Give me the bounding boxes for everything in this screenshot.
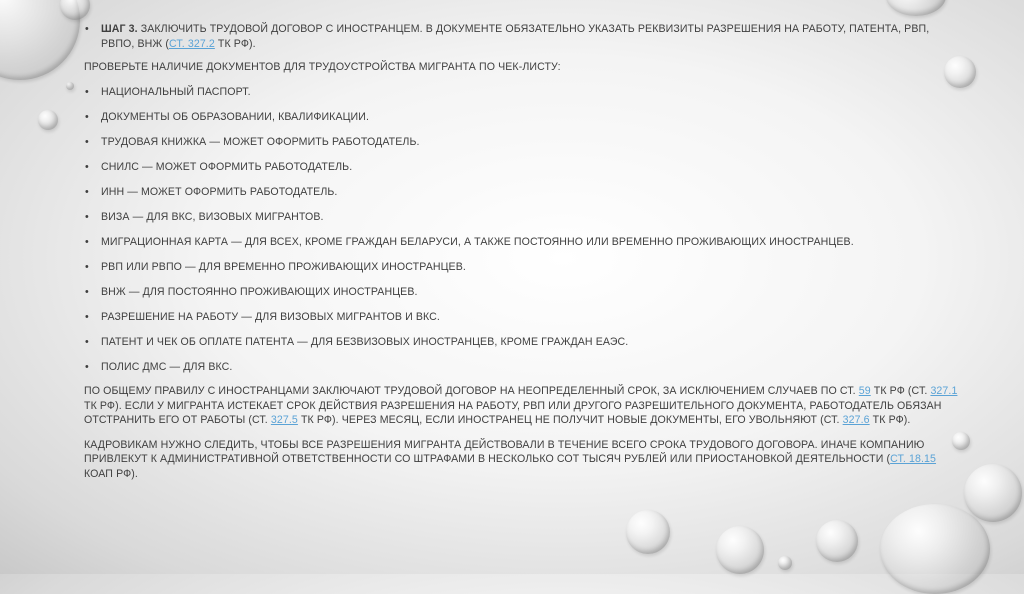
- list-item: • МИГРАЦИОННАЯ КАРТА — ДЛЯ ВСЕХ, КРОМЕ ГРАЖДАН БЕЛАРУСИ, А ТАКЖЕ ПОСТОЯННО ИЛИ ВРЕМЕННО ПРОЖИВАЮЩИХ ИНОСТРАНЦЕВ.: [84, 235, 964, 250]
- list-item: • ВНЖ — ДЛЯ ПОСТОЯННО ПРОЖИВАЮЩИХ ИНОСТРАНЦЕВ.: [84, 285, 964, 300]
- water-drop-decoration: [880, 504, 990, 594]
- list-item: • ПАТЕНТ И ЧЕК ОБ ОПЛАТЕ ПАТЕНТА — ДЛЯ БЕЗВИЗОВЫХ ИНОСТРАНЦЕВ, КРОМЕ ГРАЖДАН ЕАЭС.: [84, 335, 964, 350]
- water-drop-decoration: [716, 526, 764, 574]
- list-item: • ДОКУМЕНТЫ ОБ ОБРАЗОВАНИИ, КВАЛИФИКАЦИИ.: [84, 110, 964, 125]
- slide-body: [84, 22, 964, 481]
- law-link-327-6[interactable]: 327.6: [842, 414, 870, 426]
- document-checklist: [84, 85, 964, 375]
- paragraph-text: ТК РФ). ЕСЛИ У МИГРАНТА ИСТЕКАЕТ СРОК ДЕЙСТВИЯ РАЗРЕШЕНИЯ НА РАБОТУ, РВП ИЛИ ДРУГОГО РАЗРЕШИТЕЛЬНОГО ДОКУМЕНТА, РАБОТОДАТЕЛЬ ОБЯЗАН ОТСТРАНИТЬ ЕГО ОТ РАБОТЫ (СТ.: [84, 399, 942, 426]
- paragraph-text: ТК РФ). ЧЕРЕЗ МЕСЯЦ, ЕСЛИ ИНОСТРАНЕЦ НЕ ПОЛУЧИТ НОВЫЕ ДОКУМЕНТЫ, ЕГО УВОЛЬНЯЮТ (СТ.: [297, 414, 843, 426]
- list-item: • ТРУДОВАЯ КНИЖКА — МОЖЕТ ОФОРМИТЬ РАБОТОДАТЕЛЬ.: [84, 135, 964, 150]
- list-item: • РВП ИЛИ РВПО — ДЛЯ ВРЕМЕННО ПРОЖИВАЮЩИХ ИНОСТРАНЦЕВ.: [84, 260, 964, 275]
- paragraph-text: ТК РФ (СТ.: [870, 385, 931, 397]
- paragraph-text: КОАП РФ).: [84, 467, 138, 480]
- water-drop-decoration: [886, 0, 946, 16]
- step-label: ШАГ 3.: [101, 23, 138, 35]
- law-link-327-1[interactable]: 327.1: [930, 385, 958, 397]
- law-link-18-15[interactable]: СТ. 18.15: [890, 453, 937, 465]
- general-rule-paragraph: [84, 384, 964, 428]
- step-3-paragraph: [84, 22, 964, 51]
- water-drop-decoration: [66, 82, 74, 90]
- checklist-intro: ПРОВЕРЬТЕ НАЛИЧИЕ ДОКУМЕНТОВ ДЛЯ ТРУДОУСТРОЙСТВА МИГРАНТА ПО ЧЕК-ЛИСТУ:: [84, 61, 561, 73]
- law-link-327-2[interactable]: СТ. 327.2: [168, 37, 215, 50]
- water-drop-decoration: [964, 464, 1022, 522]
- paragraph-text: ПО ОБЩЕМУ ПРАВИЛУ С ИНОСТРАНЦАМИ ЗАКЛЮЧАЮТ ТРУДОВОЙ ДОГОВОР НА НЕОПРЕДЕЛЕННЫЙ СРОК, ЗА ИСКЛЮЧЕНИЕМ СЛУЧАЕВ ПО СТ.: [84, 385, 859, 397]
- paragraph-text: КАДРОВИКАМ НУЖНО СЛЕДИТЬ, ЧТОБЫ ВСЕ РАЗРЕШЕНИЯ МИГРАНТА ДЕЙСТВОВАЛИ В ТЕЧЕНИЕ ВСЕГО СРОКА ТРУДОВОГО ДОГОВОРА. ИНАЧЕ КОМПАНИЮ ПРИВЛЕКУТ К АДМИНИСТРАТИВНОЙ ОТВЕТСТВЕННОСТИ СО ШТРАФАМИ В НЕСКОЛЬКО СОТ ТЫСЯЧ РУБЛЕЙ ИЛИ ПРИОСТАНОВКОЙ ДЕЯТЕЛЬНОСТИ (: [84, 438, 925, 465]
- list-item: • ИНН — МОЖЕТ ОФОРМИТЬ РАБОТОДАТЕЛЬ.: [84, 185, 964, 200]
- water-drop-decoration: [626, 510, 670, 554]
- law-link-59[interactable]: 59: [858, 385, 871, 397]
- list-item: • ПОЛИС ДМС — ДЛЯ ВКС.: [84, 360, 964, 375]
- water-drop-decoration: [778, 556, 792, 570]
- list-item: • ВИЗА — ДЛЯ ВКС, ВИЗОВЫХ МИГРАНТОВ.: [84, 210, 964, 225]
- water-drop-decoration: [38, 110, 58, 130]
- water-drop-decoration: [816, 520, 858, 562]
- step-text: ЗАКЛЮЧИТЬ ТРУДОВОЙ ДОГОВОР С ИНОСТРАНЦЕМ. В ДОКУМЕНТЕ ОБЯЗАТЕЛЬНО УКАЗАТЬ РЕКВИЗИТЫ РАЗРЕШЕНИЯ НА РАБОТУ, ПАТЕНТА, РВП, РВПО, ВНЖ (: [101, 23, 930, 50]
- step-text-end: ТК РФ).: [214, 37, 256, 50]
- paragraph-text: ТК РФ).: [869, 414, 911, 426]
- list-item: • СНИЛС — МОЖЕТ ОФОРМИТЬ РАБОТОДАТЕЛЬ.: [84, 160, 964, 175]
- law-link-327-5[interactable]: 327.5: [270, 414, 298, 426]
- list-item: • НАЦИОНАЛЬНЫЙ ПАСПОРТ.: [84, 85, 964, 100]
- hr-warning-paragraph: [84, 438, 964, 482]
- list-item: • РАЗРЕШЕНИЕ НА РАБОТУ — ДЛЯ ВИЗОВЫХ МИГРАНТОВ И ВКС.: [84, 310, 964, 325]
